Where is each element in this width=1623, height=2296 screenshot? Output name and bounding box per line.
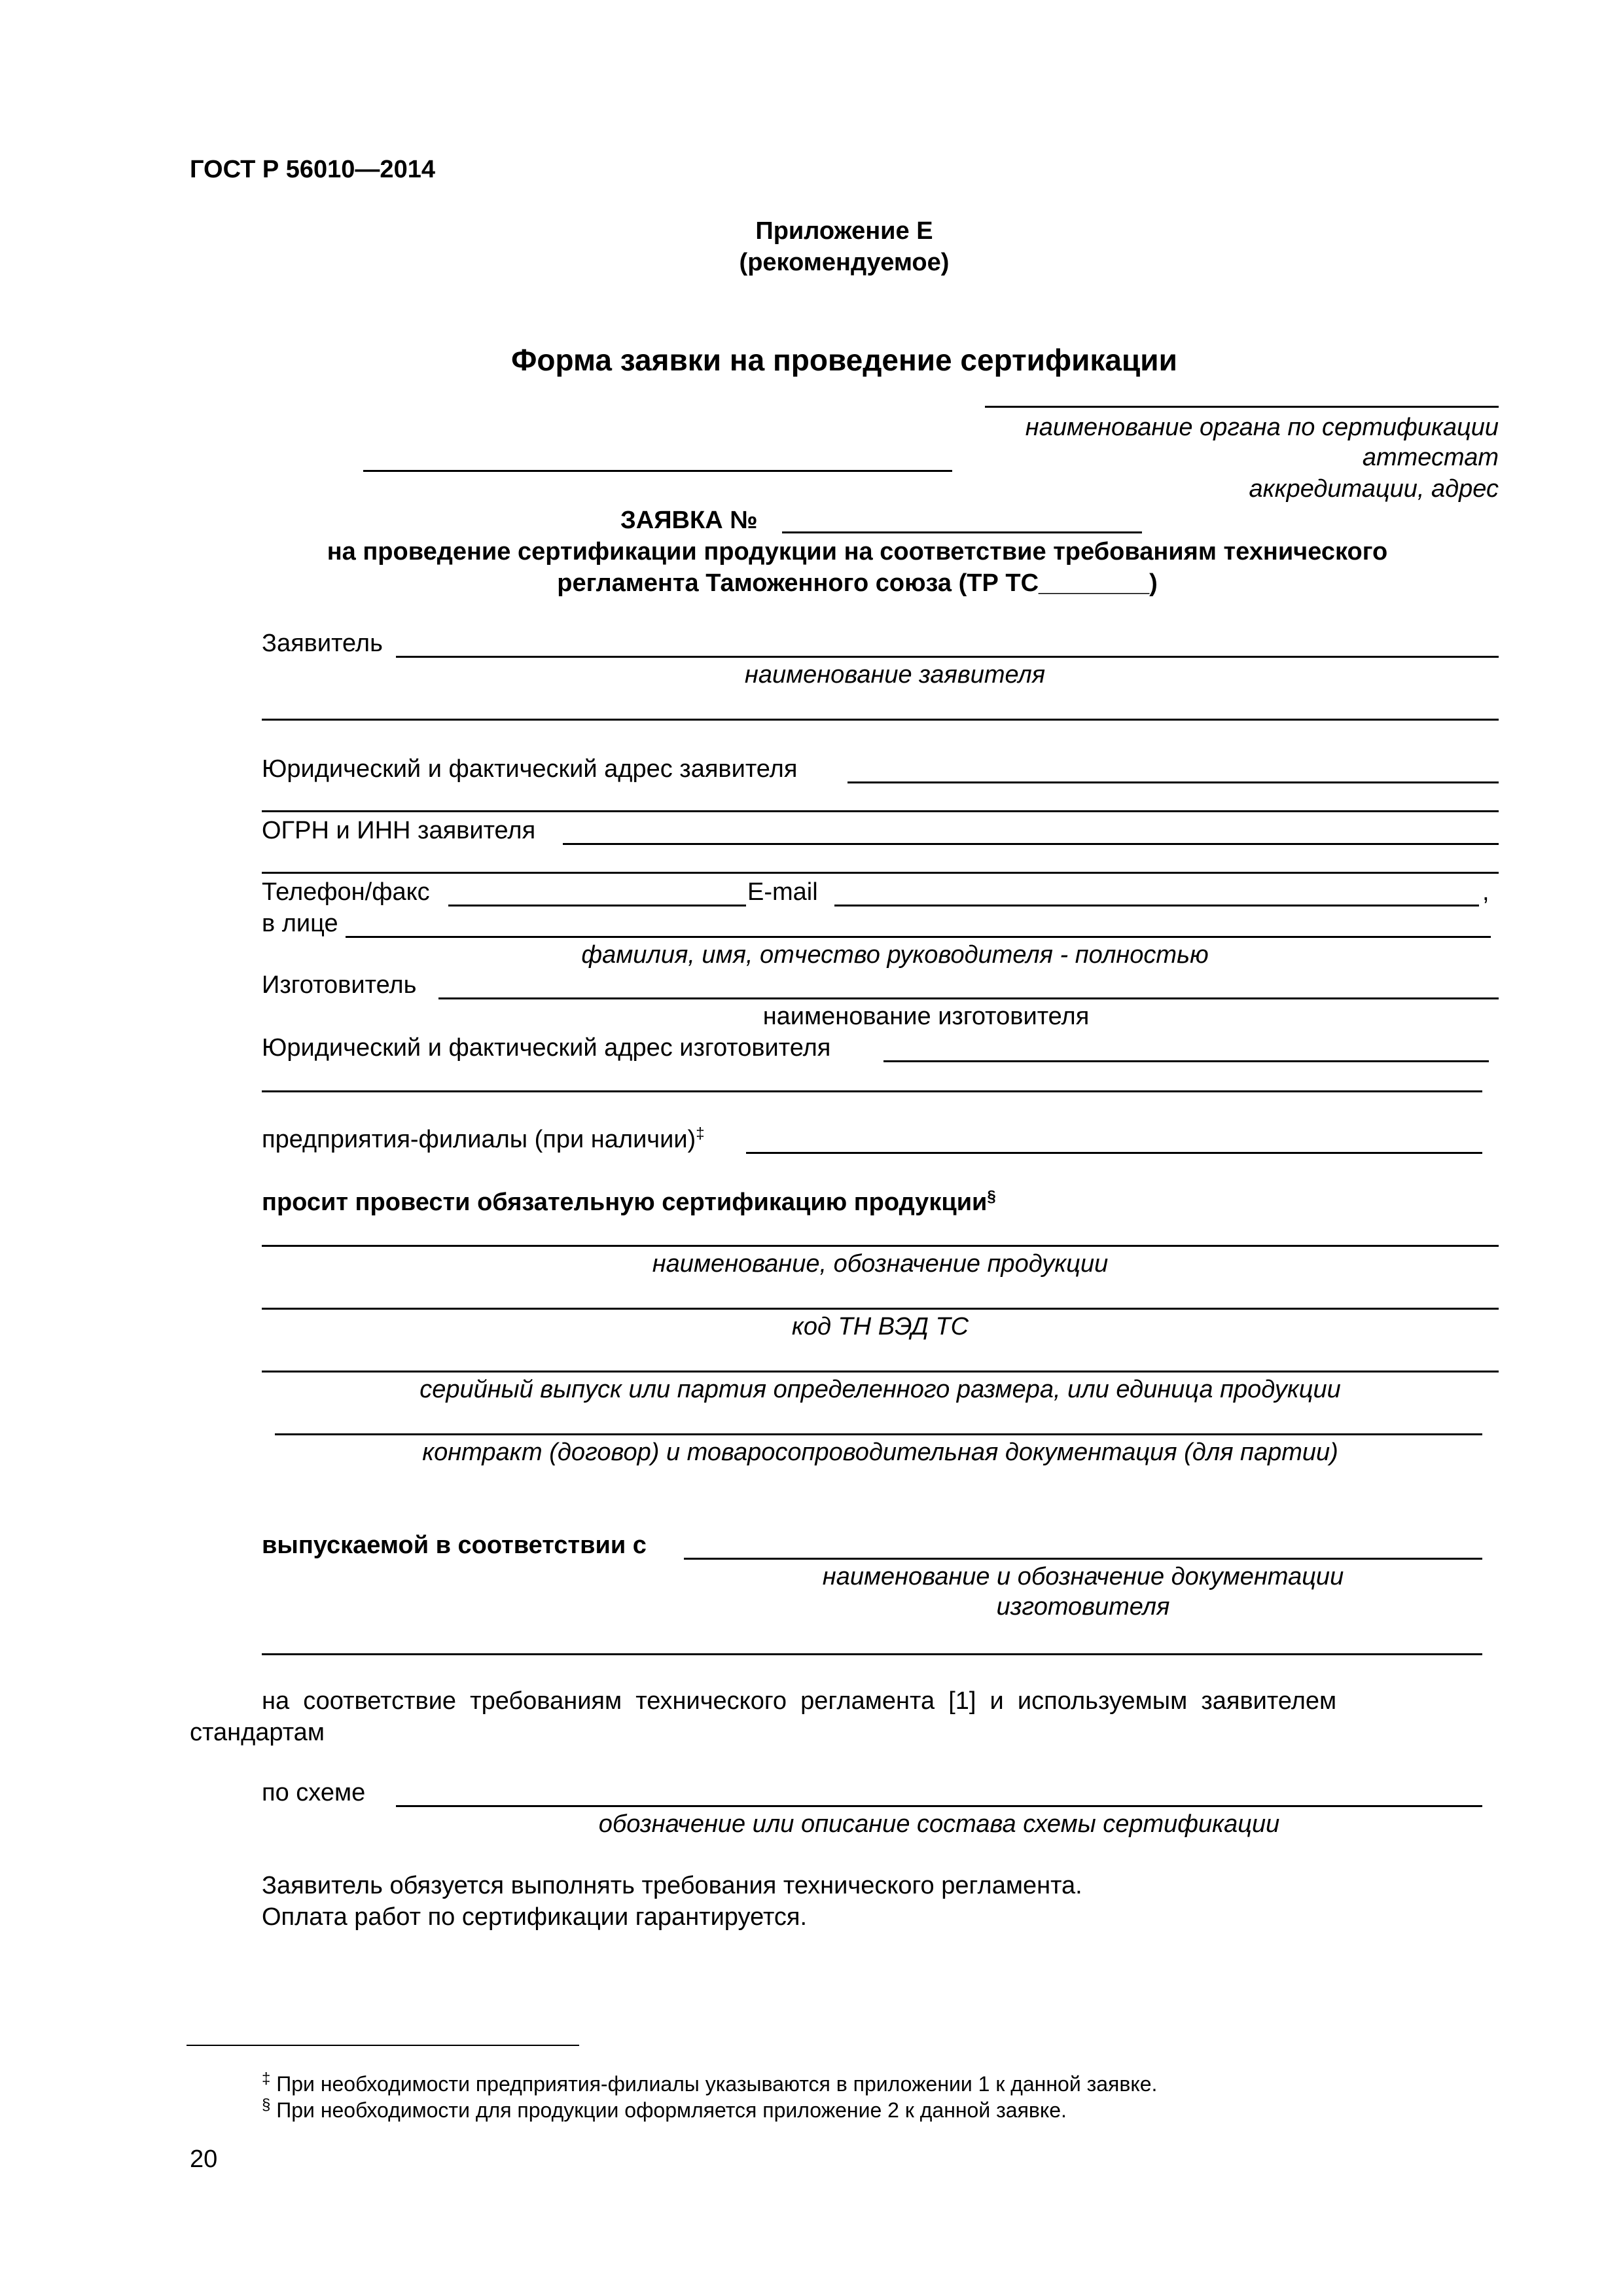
tn-ved-caption: код ТН ВЭД ТС xyxy=(791,1313,969,1340)
produced-caption-2: изготовителя xyxy=(996,1593,1170,1621)
contract-input[interactable] xyxy=(275,1433,1482,1435)
request-label: просит провести обязательную сертификацию продукции§ xyxy=(262,1187,996,1216)
applicant-address-label: Юридический и фактический адрес заявителя xyxy=(262,755,798,783)
applicant-caption: наименование заявителя xyxy=(744,661,1046,689)
email-input[interactable] xyxy=(834,905,1479,906)
scheme-caption: обозначение или описание состава схемы сертификации xyxy=(598,1810,1280,1838)
applicant-input[interactable] xyxy=(396,656,1499,658)
produced-input[interactable] xyxy=(684,1558,1482,1560)
phone-fax-label: Телефон/факс xyxy=(262,878,430,906)
footnote-1: ‡ При необходимости предприятия-филиалы указываются в приложении 1 к данной заявке. xyxy=(262,2070,1158,2096)
phone-fax-input[interactable] xyxy=(448,905,746,906)
email-trailing: , xyxy=(1482,878,1489,906)
branches-input[interactable] xyxy=(746,1152,1482,1154)
standard-id: ГОСТ Р 56010—2014 xyxy=(190,156,435,183)
applicant-address-input-2[interactable] xyxy=(262,810,1499,812)
addressee-caption-2: аттестат xyxy=(1362,444,1499,471)
addressee-caption-1: наименование органа по сертификации xyxy=(1025,414,1499,441)
product-input[interactable] xyxy=(262,1245,1499,1247)
branches-label: предприятия-филиалы (при наличии)‡ xyxy=(262,1124,705,1153)
ogrn-inn-label: ОГРН и ИНН заявителя xyxy=(262,817,536,844)
page-number: 20 xyxy=(190,2145,218,2173)
manufacturer-address-input-2[interactable] xyxy=(262,1090,1482,1092)
applicant-label: Заявитель xyxy=(262,630,383,657)
form-title: Форма заявки на проведение сертификации xyxy=(511,343,1177,377)
footnote-2-mark: § xyxy=(262,2096,271,2114)
applicant-address-input[interactable] xyxy=(847,781,1499,783)
addressee-left-line[interactable] xyxy=(363,470,952,472)
person-label: в лице xyxy=(262,910,338,937)
appendix-title: Приложение Е xyxy=(755,217,933,245)
application-heading: ЗАЯВКА № xyxy=(620,507,758,534)
addressee-caption-3: аккредитации, адрес xyxy=(1249,475,1499,503)
compliance-text-2: стандартам xyxy=(190,1719,325,1746)
ogrn-inn-input[interactable] xyxy=(563,843,1499,845)
compliance-text-1: на соответствие требованиям технического регламента [1] и используемым заявителем xyxy=(262,1687,1337,1715)
manufacturer-address-label: Юридический и фактический адрес изготовителя xyxy=(262,1034,831,1062)
person-input[interactable] xyxy=(346,936,1491,938)
scheme-label: по схеме xyxy=(262,1779,366,1806)
manufacturer-input[interactable] xyxy=(438,997,1499,999)
produced-input-2[interactable] xyxy=(262,1653,1482,1655)
person-caption: фамилия, имя, отчество руководителя - полностью xyxy=(581,941,1209,969)
appendix-kind: (рекомендуемое) xyxy=(739,249,950,276)
email-label: E-mail xyxy=(747,878,818,906)
application-subheading-2: регламента Таможенного союза (ТР ТС________) xyxy=(557,569,1158,597)
produced-caption-1: наименование и обозначение документации xyxy=(822,1563,1344,1590)
batch-input[interactable] xyxy=(262,1371,1499,1372)
footnote-2: § При необходимости для продукции оформляется приложение 2 к данной заявке. xyxy=(262,2096,1067,2122)
branches-footnote-mark: ‡ xyxy=(696,1124,705,1143)
obligation-2: Оплата работ по сертификации гарантируется. xyxy=(262,1903,808,1931)
application-number-line[interactable] xyxy=(782,531,1142,533)
application-subheading-1: на проведение сертификации продукции на соответствие требованиям технического xyxy=(327,538,1388,565)
footnote-1-mark: ‡ xyxy=(262,2070,271,2088)
scheme-input[interactable] xyxy=(396,1805,1482,1807)
manufacturer-caption: наименование изготовителя xyxy=(762,1003,1090,1030)
contract-caption: контракт (договор) и товаросопроводительная документация (для партии) xyxy=(422,1439,1338,1466)
request-footnote-mark: § xyxy=(987,1187,996,1206)
produced-label: выпускаемой в соответствии с xyxy=(262,1532,647,1559)
ogrn-inn-input-2[interactable] xyxy=(262,872,1499,874)
tn-ved-input[interactable] xyxy=(262,1308,1499,1310)
batch-caption: серийный выпуск или партия определенного размера, или единица продукции xyxy=(419,1376,1341,1403)
addressee-line[interactable] xyxy=(985,406,1499,408)
footnote-separator xyxy=(187,2045,579,2046)
manufacturer-label: Изготовитель xyxy=(262,971,417,999)
manufacturer-address-input[interactable] xyxy=(883,1060,1489,1062)
product-caption: наименование, обозначение продукции xyxy=(652,1250,1109,1278)
obligation-1: Заявитель обязуется выполнять требования технического регламента. xyxy=(262,1872,1082,1899)
applicant-input-2[interactable] xyxy=(262,719,1499,721)
